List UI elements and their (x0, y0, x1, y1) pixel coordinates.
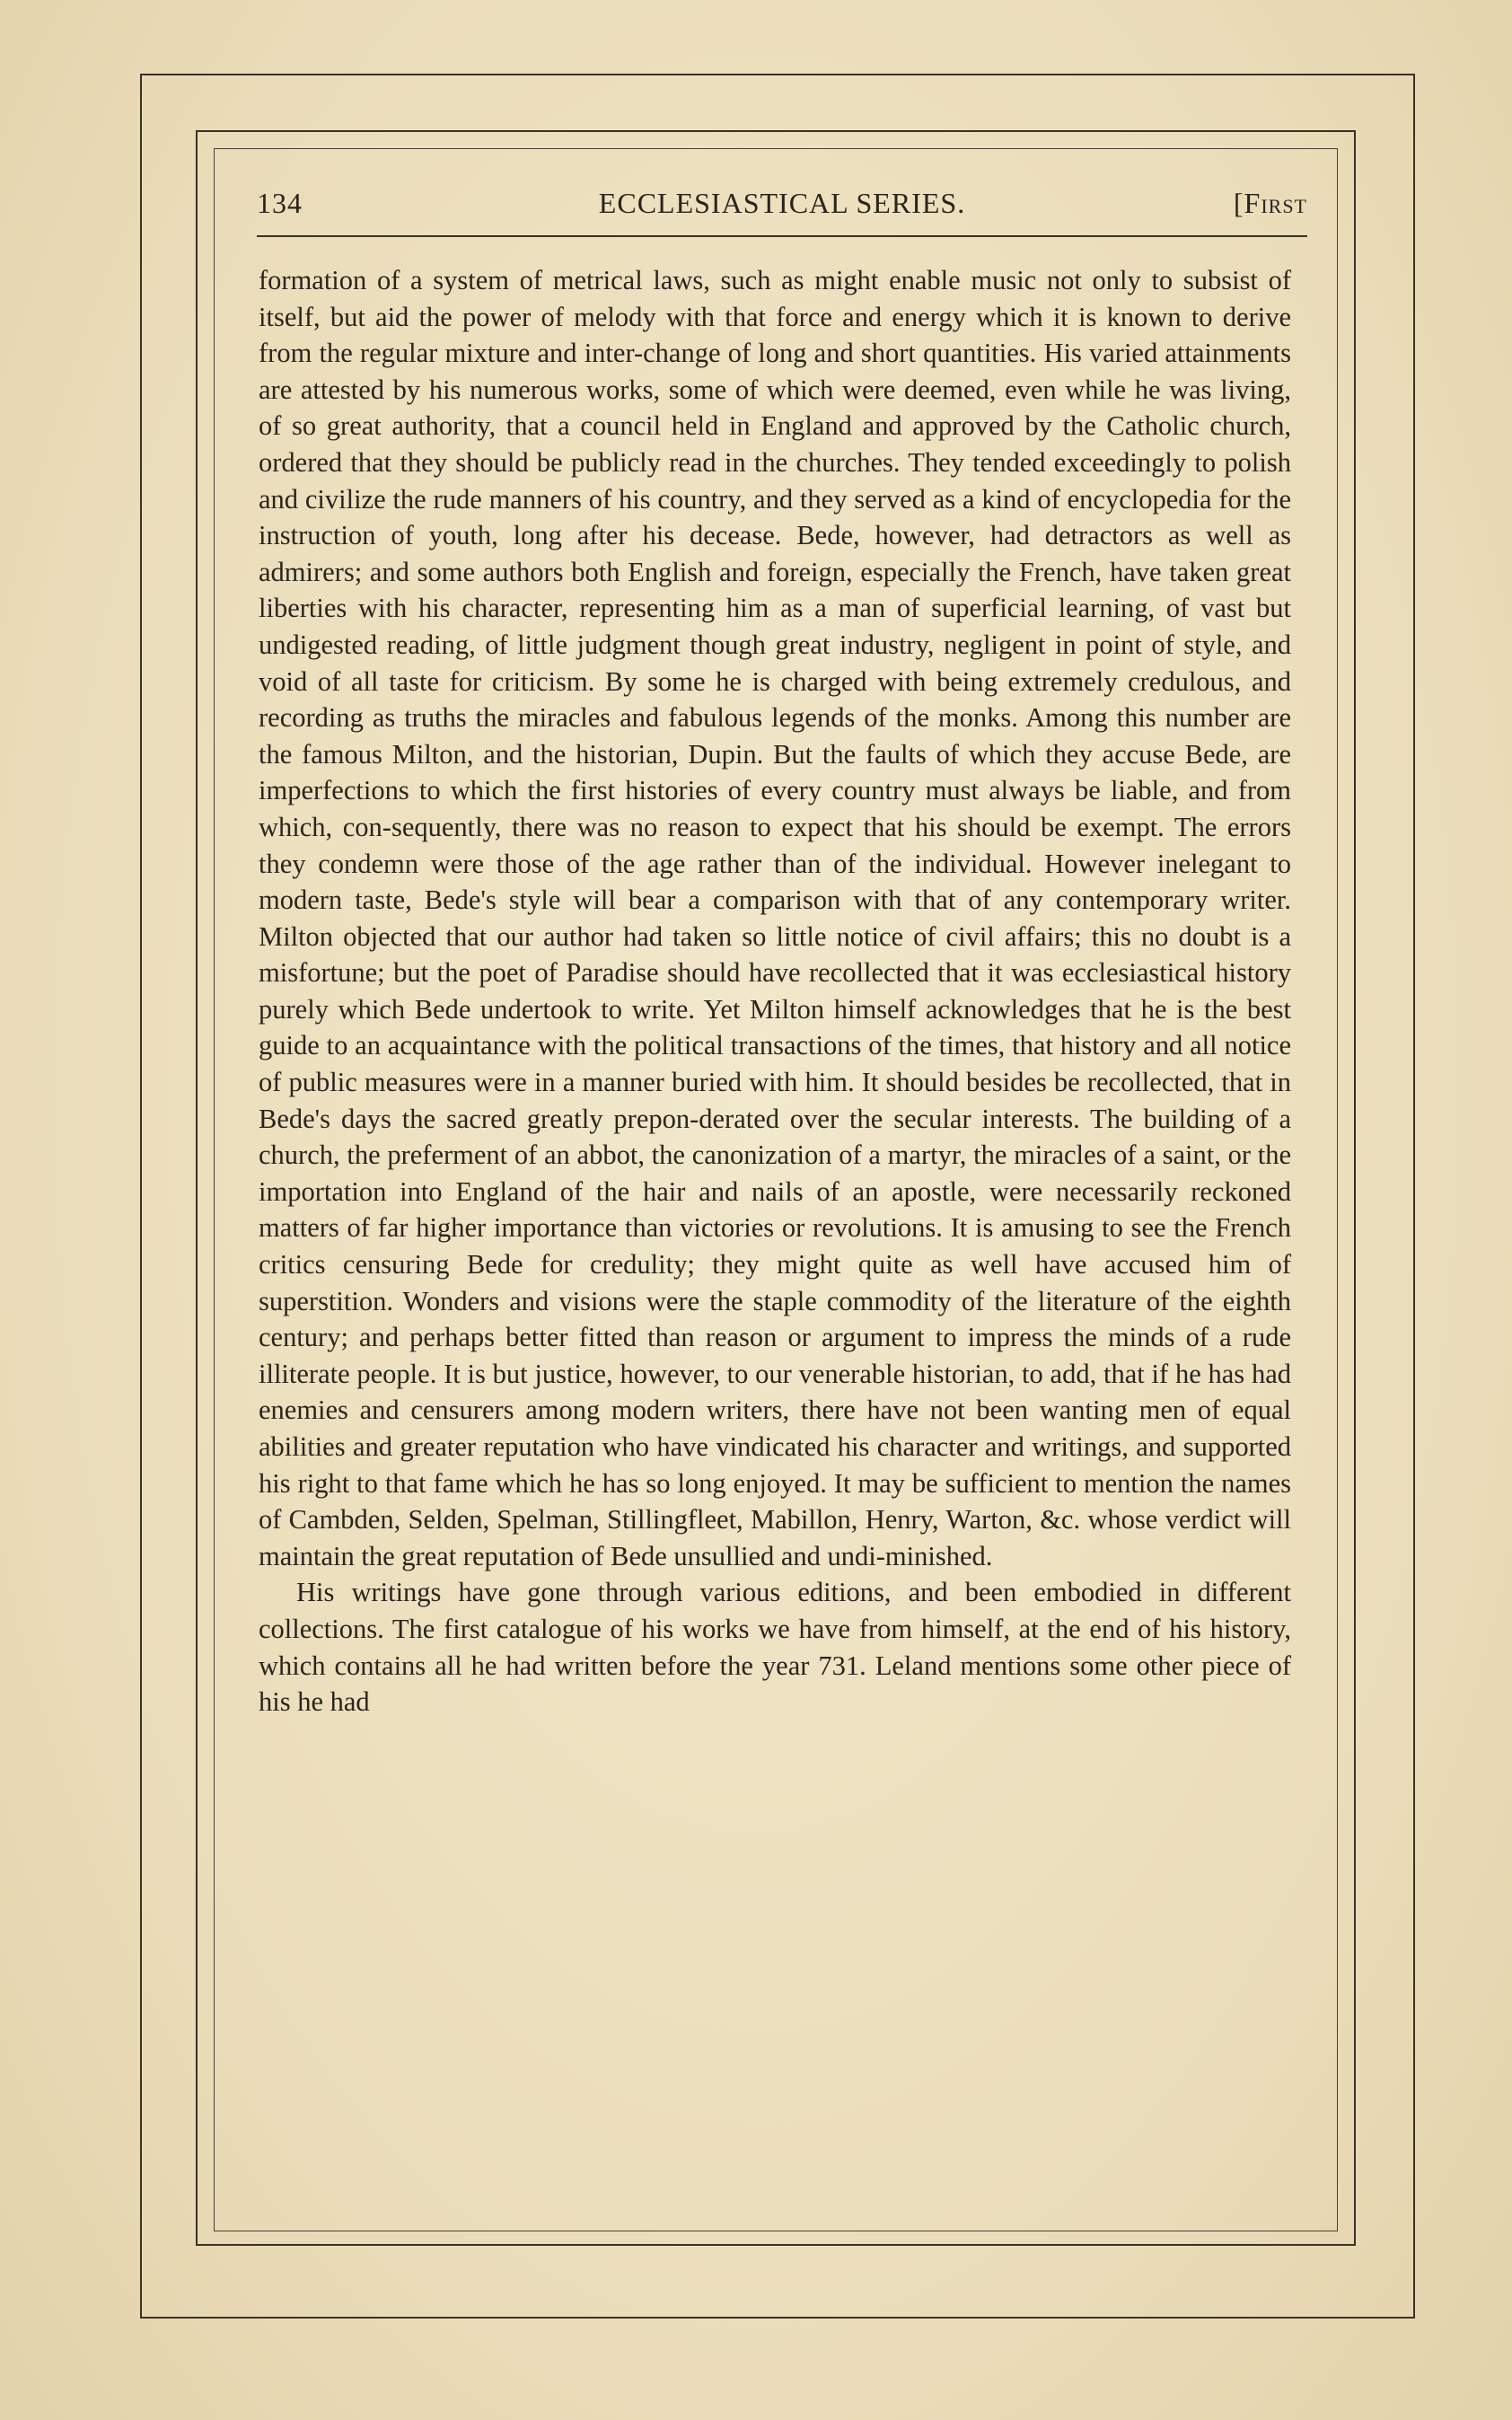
body-text (259, 262, 1291, 1720)
paragraph: formation of a system of metrical laws, such as might enable music not only to subsist of itself, but aid the power of melody with that force and energy which it is known to derive from the regular mixture and inter-change of long and short quantities. His varied attainments are attested by his numerous works, some of which were deemed, even while he was living, of so great authority, that a council held in England and approved by the Catholic church, ordered that they should be publicly read in the churches. They tended exceedingly to polish and civilize the rude manners of his country, and they served as a kind of encyclopedia for the instruction of youth, long after his decease. Bede, however, had detractors as well as admirers; and some authors both English and foreign, especially the French, have taken great liberties with his character, representing him as a man of superficial learning, of vast but undigested reading, of little judgment though great industry, negligent in point of style, and void of all taste for criticism. By some he is charged with being extremely credulous, and recording as truths the miracles and fabulous legends of the monks. Among this number are the famous Milton, and the historian, Dupin. But the faults of which they accuse Bede, are imperfections to which the first histories of every country must always be liable, and from which, con-sequently, there was no reason to expect that his should be exempt. The errors they condemn were those of the age rather than of the individual. However inelegant to modern taste, Bede's style will bear a comparison with that of any contemporary writer. Milton objected that our author had taken so little notice of civil affairs; this no doubt is a misfortune; but the poet of Paradise should have recollected that it was ecclesiastical history purely which Bede undertook to write. Yet Milton himself acknowledges that he is the best guide to an acquaintance with the political transactions of the times, that history and all notice of public measures were in a manner buried with him. It should besides be recollected, that in Bede's days the sacred greatly prepon-derated over the secular interests. The building of a church, the preferment of an abbot, the canonization of a martyr, the miracles of a saint, or the importation into England of the hair and nails of an apostle, were necessarily reckoned matters of far higher importance than victories or revolutions. It is amusing to see the French critics censuring Bede for credulity; they might quite as well have accused him of superstition. Wonders and visions were the staple commodity of the literature of the eighth century; and perhaps better fitted than reason or argument to impress the minds of a rude illiterate people. It is but justice, however, to our venerable historian, to add, that if he has had enemies and censurers among modern writers, there have not been wanting men of equal abilities and greater reputation who have vindicated his character and writings, and supported his right to that fame which he has so long enjoyed. It may be sufficient to mention the names of Cambden, Selden, Spelman, Stillingfleet, Mabillon, Henry, Warton, &c. whose verdict will maintain the great reputation of Bede unsullied and undi-minished. (259, 265, 1291, 1571)
running-title: ECCLESIASTICAL SERIES. (598, 187, 966, 219)
section-marker: [First (1233, 187, 1307, 219)
page-number: 134 (257, 187, 303, 219)
header-rule (257, 235, 1307, 237)
paragraph: His writings have gone through various editions, and been embodied in different collections. The first catalogue of his works we have from himself, at the end of his history, which contains all he had written before the year 731. Leland mentions some other piece of his he had (259, 1577, 1291, 1718)
page-header (257, 187, 1307, 232)
